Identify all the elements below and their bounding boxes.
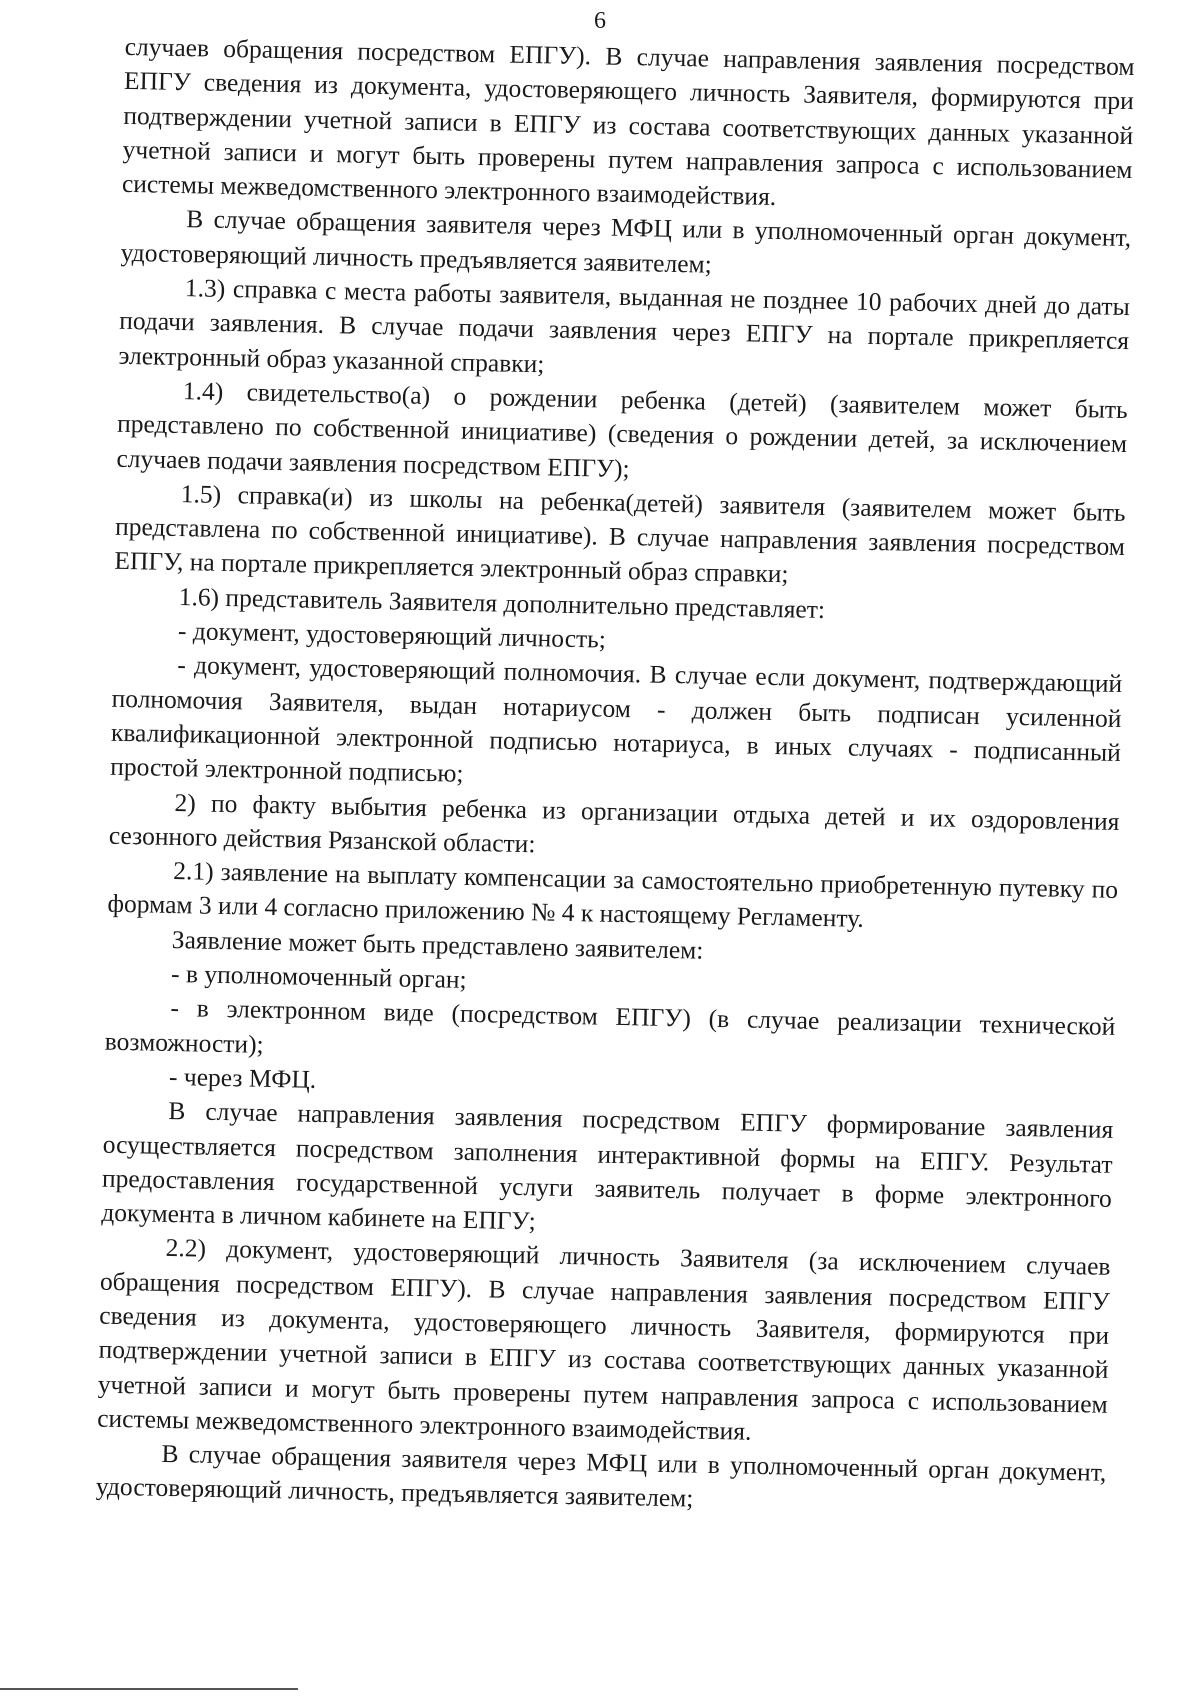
list-item-authorized-body: - в уполномоченный орган;: [170, 958, 467, 994]
paragraph-2: 2) по факту выбытия ребенка из организации отдыха детей и их оздоровления сезонного действия Рязанской области:: [108, 787, 1120, 859]
paragraph-1-4: 1.4) свидетельство(а) о рождении ребенка (детей) (заявителем может быть представлено по собственной инициативе) (сведения о рождении детей, за исключением случаев подачи заявления посредством ЕПГУ);: [116, 376, 1128, 483]
paragraph-epgu-form: В случае направления заявления посредством ЕПГУ формирование заявления осуществляется посредством заполнения интерактивной формы на ЕПГУ. Результат предоставления государственной услуги заявитель получает в форме электронного документа в личном кабинете на ЕПГУ;: [101, 1096, 1114, 1236]
list-item-authority-document: - документ, удостоверяющий полномочия. В случае если документ, подтверждающий полномочия Заявителя, выдан нотариусом - должен быть подписан усиленной квалификационной электронной подписью нотариуса, в иных случаях - подписанный простой электронной подписью;: [110, 650, 1123, 789]
list-item-electronic: - в электронном виде (посредством ЕПГУ) (в случае реализации технической возможности);: [104, 993, 1116, 1059]
paragraph-application-submission: Заявление может быть представлено заявителем:: [171, 924, 704, 965]
paragraph-mfc-presentation-2: В случае обращения заявителя через МФЦ или в уполномоченный орган документ, удостоверяющий личность, предъявляется заявителем;: [95, 1439, 1107, 1514]
paragraph-1-5: 1.5) справка(и) из школы на ребенка(детей) заявителя (заявителем может быть представлена по собственной инициативе). В случае направления заявления посредством ЕПГУ, на портале прикрепляется электронный образ справки;: [114, 478, 1126, 589]
paragraph-mfc-presentation: В случае обращения заявителя через МФЦ или в уполномоченный орган документ, удостоверяющий личность предъявляется заявителем;: [120, 204, 1132, 279]
paragraph-2-2: 2.2) документ, удостоверяющий личность Заявителя (за исключением случаев обращения посредством ЕПГУ). В случае направления заявления посредством ЕПГУ сведения из документа, удостоверяющего личность Заявителя, формируются при подтверждении учетной записи в ЕПГУ из состава соответствующих данных указанной учетной записи и могут быть проверены путем направления запроса с использованием системы межведомственного электронного взаимодействия.: [96, 1233, 1111, 1446]
paragraph-1-3: 1.3) справка с места работы заявителя, выданная не позднее 10 рабочих дней до даты подачи заявления. В случае подачи заявления через ЕПГУ на портале прикрепляется электронный образ указанной справки;: [118, 273, 1131, 379]
document-body: [96, 30, 1135, 1525]
paragraph-2-1: 2.1) заявление на выплату компенсации за самостоятельно приобретенную путевку по формам 3 или 4 согласно приложению № 4 к настоящему Регламенту.: [107, 856, 1119, 934]
paragraph-1-6: 1.6) представитель Заявителя дополнительно представляет:: [178, 581, 826, 624]
paragraph-continuation: случаев обращения посредством ЕПГУ). В случае направления заявления посредством ЕПГУ сведения из документа, удостоверяющего личность Заявителя, формируются при подтверждении учетной записи в ЕПГУ из состава соответствующих данных указанной учетной записи и могут быть проверены путем направления запроса с использованием системы межведомственного электронного взаимодействия.: [121, 31, 1135, 212]
footer-rule: [0, 1688, 298, 1690]
list-item-mfc: - через МФЦ.: [168, 1061, 317, 1094]
list-item-identity-document: - документ, удостоверяющий личность;: [177, 616, 607, 654]
page-number: 6: [594, 8, 606, 34]
